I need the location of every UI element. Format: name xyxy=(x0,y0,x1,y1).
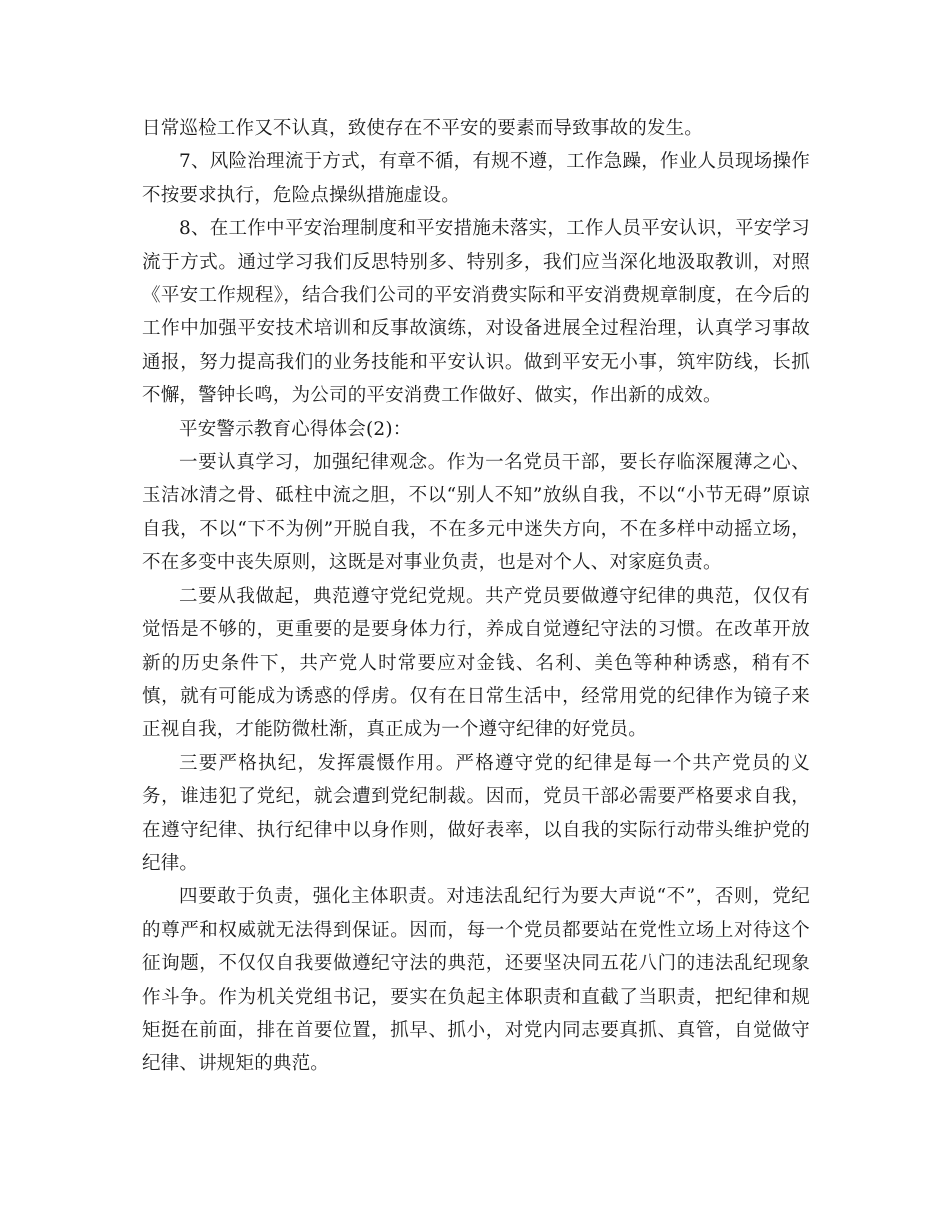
paragraph-8: 四要敢于负责，强化主体职责。对违法乱纪行为要大声说“不”，否则，党纪的尊严和权威就无法得到保证。因而，每一个党员都要站在党性立场上对待这个征询题，不仅仅自我要做遵纪守法的典范，还要坚决同五花八门的违法乱纪现象作斗争。作为机关党组书记，要实在负起主体职责和直截了当职责，把纪律和规矩挺在前面，排在首要位置，抓早、抓小，对党内同志要真抓、真管，自觉做守纪律、讲规矩的典范。 xyxy=(142,886,810,1075)
section-heading: 平安警示教育心得体会(2)： xyxy=(179,418,412,440)
paragraph-1: 日常巡检工作又不认真，致使存在不平安的要素而导致事故的发生。 xyxy=(142,118,704,139)
document-body xyxy=(142,112,810,1081)
paragraph-6: 二要从我做起，典范遵守党纪党规。共产党员要做遵守纪律的典范，仅仅有觉悟是不够的，更重要的是要身体力行，养成自觉遵纪守法的习惯。在改革开放新的历史条件下，共产党人时常要应对金钱、名利、美色等种种诱惑，稍有不慎，就有可能成为诱惑的俘虏。仅有在日常生活中，经常用党的纪律作为镜子来正视自我，才能防微杜渐，真正成为一个遵守纪律的好党员。 xyxy=(142,585,810,741)
paragraph-2: 7、风险治理流于方式，有章不循，有规不遵，工作急躁，作业人员现场操作不按要求执行，危险点操纵措施虚设。 xyxy=(142,151,810,206)
paragraph-3: 8、在工作中平安治理制度和平安措施未落实，工作人员平安认识，平安学习流于方式。通过学习我们反思特别多、特别多，我们应当深化地汲取教训，对照《平安工作规程》，结合我们公司的平安消费实际和平安消费规章制度，在今后的工作中加强平安技术培训和反事故演练，对设备进展全过程治理，认真学习事故通报，努力提高我们的业务技能和平安认识。做到平安无小事，筑牢防线，长抓不懈，警钟长鸣，为公司的平安消费工作做好、做实，作出新的成效。 xyxy=(142,218,810,407)
paragraph-5: 一要认真学习，加强纪律观念。作为一名党员干部，要长存临深履薄之心、玉洁冰清之骨、砥柱中流之胆，不以“别人不知”放纵自我，不以“小节无碍”原谅自我，不以“下不为例”开脱自我，不在多元中迷失方向，不在多样中动摇立场，不在多变中丧失原则，这既是对事业负责，也是对个人、对家庭负责。 xyxy=(142,452,810,574)
paragraph-7: 三要严格执纪，发挥震慑作用。严格遵守党的纪律是每一个共产党员的义务，谁违犯了党纪，就会遭到党纪制裁。因而，党员干部必需要严格要求自我，在遵守纪律、执行纪律中以身作则，做好表率，以自我的实际行动带头维护党的纪律。 xyxy=(142,752,810,874)
